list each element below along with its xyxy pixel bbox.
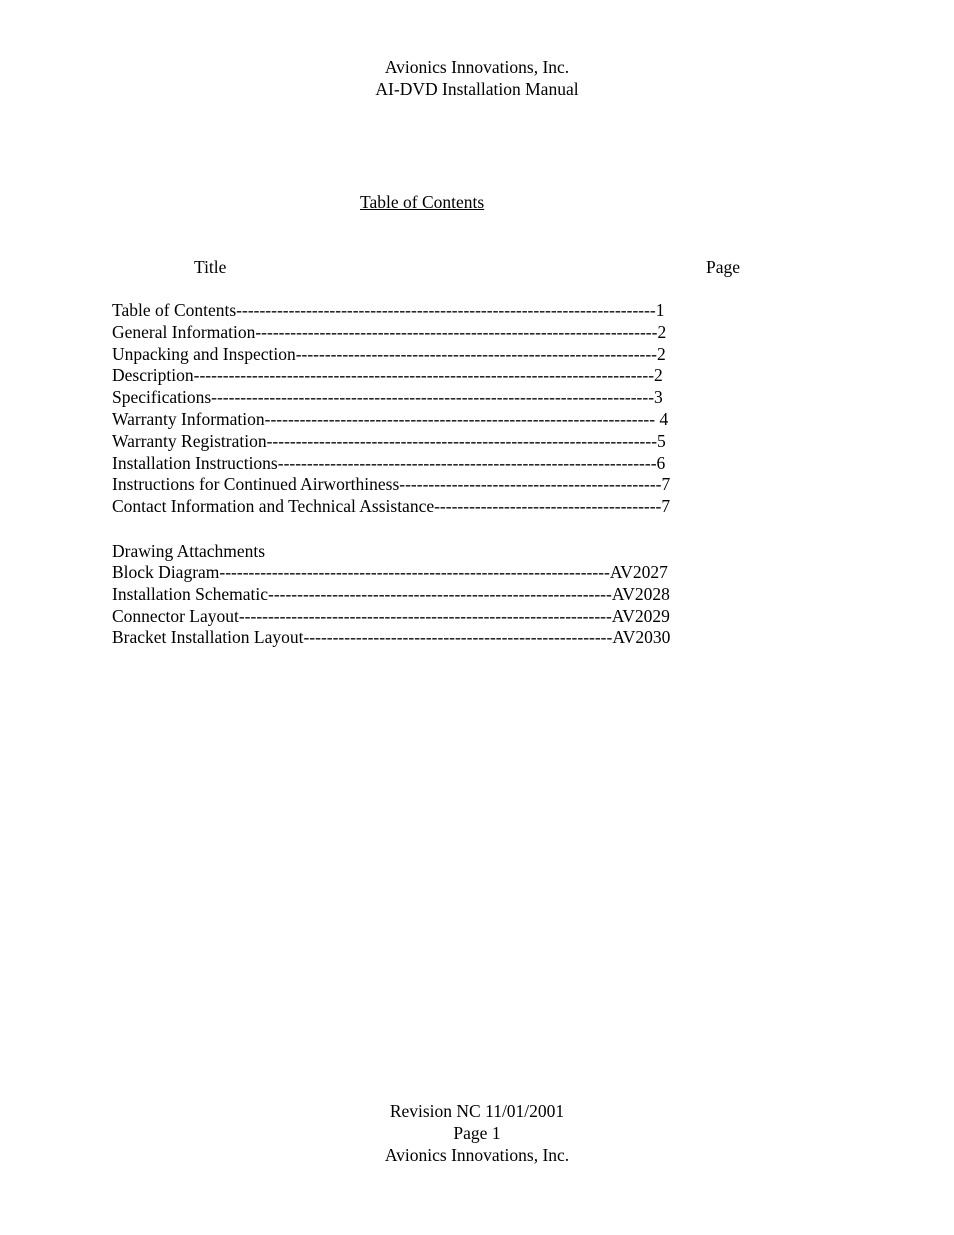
toc-entry: Contact Information and Technical Assistance---------------------------------------7 — [112, 496, 671, 517]
drawing-entry: Block Diagram-------------------------------------------------------------------AV2027 — [112, 562, 668, 582]
page-footer — [0, 1100, 954, 1166]
header-manual-title: AI-DVD Installation Manual — [375, 79, 579, 99]
drawing-entry: Installation Schematic-----------------------------------------------------------AV2028 — [112, 583, 670, 604]
toc-list — [112, 300, 670, 518]
footer-page-number: Page 1 — [453, 1123, 501, 1143]
toc-column-title: Title — [194, 257, 227, 277]
page-header — [0, 56, 954, 100]
drawing-entry: Connector Layout----------------------------------------------------------------AV2029 — [112, 605, 670, 626]
drawing-entry: Bracket Installation Layout-----------------------------------------------------AV2030 — [112, 627, 671, 648]
toc-entry: Table of Contents------------------------------------------------------------------------1 — [112, 300, 665, 320]
toc-entry: Unpacking and Inspection--------------------------------------------------------------2 — [112, 343, 666, 364]
toc-column-page: Page — [706, 257, 741, 277]
drawing-attachments-heading: Drawing Attachments — [112, 541, 266, 561]
toc-entry: General Information---------------------------------------------------------------------2 — [112, 321, 667, 342]
toc-entry: Description-------------------------------------------------------------------------------2 — [112, 365, 663, 386]
toc-entry: Warranty Information------------------------------------------------------------------- 4 — [112, 408, 669, 429]
toc-heading: Table of Contents — [360, 192, 485, 212]
toc-entry: Warranty Registration-------------------------------------------------------------------5 — [112, 430, 666, 451]
footer-revision: Revision NC 11/01/2001 — [389, 1101, 565, 1121]
toc-entry: Instructions for Continued Airworthiness---------------------------------------------7 — [112, 474, 671, 495]
header-company: Avionics Innovations, Inc. — [384, 57, 570, 77]
footer-company: Avionics Innovations, Inc. — [384, 1145, 570, 1165]
toc-entry: Installation Instructions-----------------------------------------------------------------6 — [112, 452, 666, 473]
drawing-list — [112, 562, 670, 649]
toc-entry: Specifications----------------------------------------------------------------------------3 — [112, 387, 663, 408]
